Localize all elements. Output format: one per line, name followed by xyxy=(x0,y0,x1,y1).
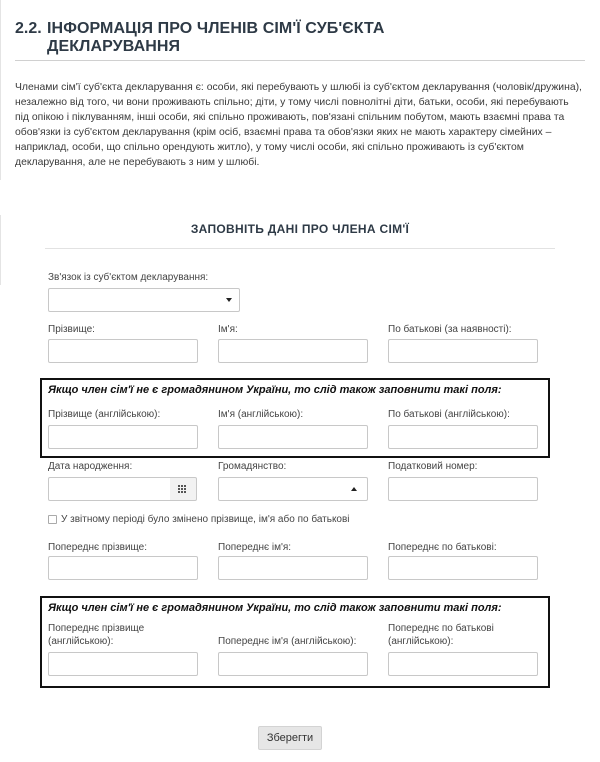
name-en-label: Ім'я (англійською): xyxy=(218,409,304,420)
name-changed-label[interactable]: У звітному періоді було змінено прізвище, ім'я або по батькові xyxy=(61,514,350,525)
patronymic-input[interactable] xyxy=(388,339,538,363)
prev-surname-input[interactable] xyxy=(48,556,198,580)
prev-surname-en-label-line1: Попереднє прізвище xyxy=(48,623,145,634)
citizenship-select[interactable] xyxy=(218,477,368,501)
birth-date-input[interactable] xyxy=(48,477,171,501)
foreign-notice-2: Якщо член сім'ї не є громадянином України, то слід також заповнити такі поля: xyxy=(48,602,502,614)
prev-patronymic-label: Попереднє по батькові: xyxy=(388,542,497,553)
name-en-input[interactable] xyxy=(218,425,368,449)
foreign-notice: Якщо член сім'ї не є громадянином України, то слід також заповнити такі поля: xyxy=(48,384,502,396)
prev-patronymic-input[interactable] xyxy=(388,556,538,580)
prev-patronymic-en-label-line2: (англійською): xyxy=(388,636,454,647)
prev-patronymic-en-label xyxy=(388,622,494,648)
tax-number-input[interactable] xyxy=(388,477,538,501)
prev-patronymic-en-input[interactable] xyxy=(388,652,538,676)
prev-surname-en-label xyxy=(48,622,144,648)
prev-surname-en-input[interactable] xyxy=(48,652,198,676)
surname-label: Прізвище: xyxy=(48,324,95,335)
birth-date-label: Дата народження: xyxy=(48,461,133,472)
prev-name-label: Попереднє ім'я: xyxy=(218,542,292,553)
patronymic-en-input[interactable] xyxy=(388,425,538,449)
left-edge-line xyxy=(0,0,1,180)
surname-en-label: Прізвище (англійською): xyxy=(48,409,161,420)
prev-surname-en-label-line2: (англійською): xyxy=(48,636,114,647)
prev-name-en-input[interactable] xyxy=(218,652,368,676)
prev-patronymic-en-label-line1: Попереднє по батькові xyxy=(388,623,494,634)
patronymic-en-label: По батькові (англійською): xyxy=(388,409,510,420)
prev-name-en-label: Попереднє ім'я (англійською): xyxy=(218,636,357,647)
calendar-button[interactable] xyxy=(170,477,197,501)
form-divider xyxy=(45,248,555,249)
prev-surname-label: Попереднє прізвище: xyxy=(48,542,148,553)
calendar-grid-icon xyxy=(178,485,188,494)
save-button[interactable]: Зберегти xyxy=(258,726,322,750)
surname-en-input[interactable] xyxy=(48,425,198,449)
checkbox-icon[interactable] xyxy=(48,515,57,524)
relation-label: Зв'язок із суб'єктом декларування: xyxy=(48,272,209,283)
prev-name-input[interactable] xyxy=(218,556,368,580)
intro-paragraph: Членами сім'ї суб'єкта декларування є: особи, які перебувають у шлюбі із суб'єктом декларування (чоловік/дружина), незалежно від того, чи вони проживають спільно; діти, у тому числі повнолітні діти, батьки, особи, які перебувають під опікою і піклуванням, інші особи, які спільно проживають, пов'язані спільним побутом, мають взаємні права та обов'язки із суб'єктом декларування (крім осіб, взаємні права та обов'язки яких не мають характеру сімейних – наприклад, особи, що спільно орендують житло), у тому числі особи, які спільно проживають із суб'єктом декларування, але не перебувають з ним у шлюбі. xyxy=(15,82,582,168)
tax-number-label: Податковий номер: xyxy=(388,461,478,472)
header-divider xyxy=(15,60,585,61)
patronymic-label: По батькові (за наявності): xyxy=(388,324,512,335)
section-number: 2.2. xyxy=(15,20,42,37)
name-label: Ім'я: xyxy=(218,324,238,335)
form-title: ЗАПОВНІТЬ ДАНІ ПРО ЧЛЕНА СІМ'Ї xyxy=(190,222,410,236)
surname-input[interactable] xyxy=(48,339,198,363)
caret-down-icon xyxy=(226,298,232,302)
citizenship-label: Громадянство: xyxy=(218,461,287,472)
caret-up-icon xyxy=(351,487,357,491)
name-input[interactable] xyxy=(218,339,368,363)
relation-select[interactable] xyxy=(48,288,240,312)
section-title: ІНФОРМАЦІЯ ПРО ЧЛЕНІВ СІМ'Ї СУБ'ЄКТА ДЕКЛАРУВАННЯ xyxy=(47,20,385,55)
